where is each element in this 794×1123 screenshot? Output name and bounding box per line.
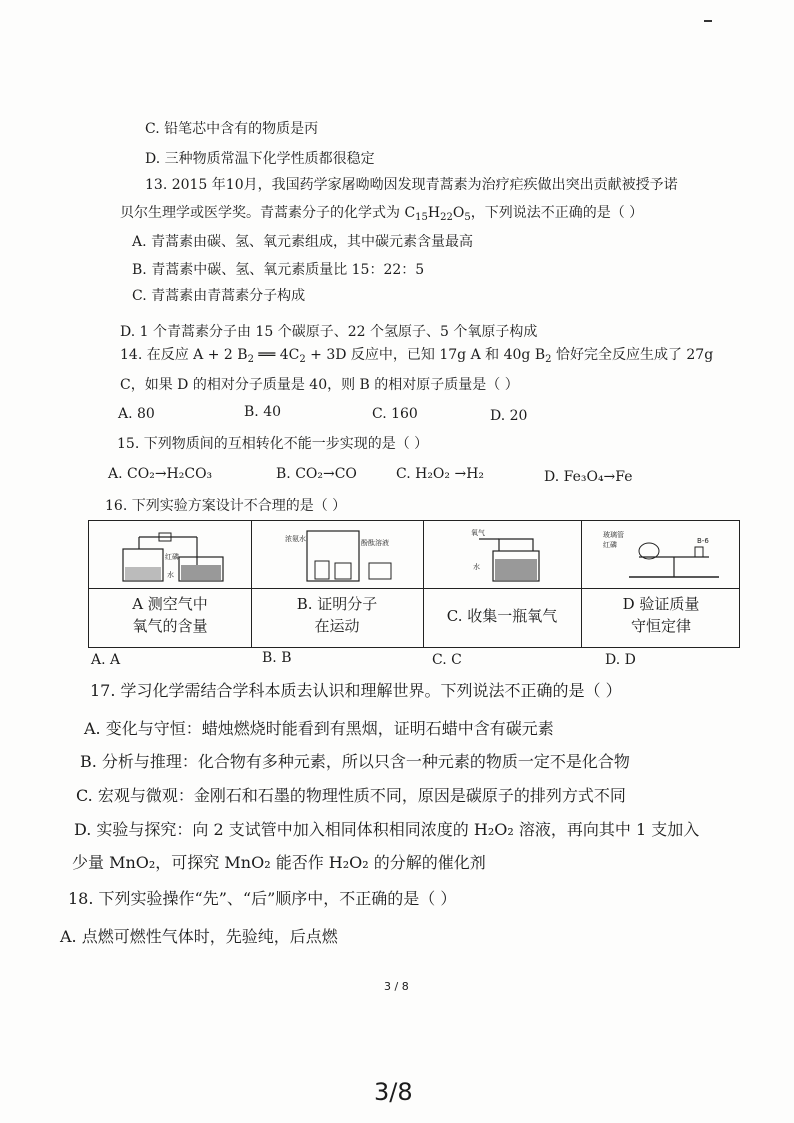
label-red-phosphorus: 红磷 xyxy=(603,541,617,549)
q17-option-c: C. 宏观与微观：金刚石和石墨的物理性质不同，原因是碳原子的排列方式不同 xyxy=(76,786,626,805)
mass-conservation-balance-diagram xyxy=(599,525,729,585)
label-weight: B-6 xyxy=(697,537,709,545)
q14-option-c: C. 160 xyxy=(372,406,418,422)
q17-option-a: A. 变化与守恒：蜡烛燃烧时能看到有黑烟，证明石蜡中含有碳元素 xyxy=(84,719,554,738)
q15-option-d: D. Fe₃O₄→Fe xyxy=(544,469,633,485)
q17-stem: 17. 学习化学需结合学科本质去认识和理解世界。下列说法不正确的是（ ） xyxy=(90,681,622,700)
q18-stem: 18. 下列实验操作“先”、“后”顺序中，不正确的是（ ） xyxy=(68,889,457,908)
q16-cell-d-caption: D 验证质量 守恒定律 xyxy=(622,595,700,635)
q16-cell-c-caption: C. 收集一瓶氧气 xyxy=(446,607,558,625)
q13-option-d: D. 1 个青蒿素分子由 15 个碳原子、22 个氢原子、5 个氧原子构成 xyxy=(120,324,538,340)
q13-option-c: C. 青蒿素由青蒿素分子构成 xyxy=(132,288,306,304)
q13-formula: $C_{15}H_{22}O_5$ xyxy=(404,205,471,223)
q16-option-c: C. C xyxy=(432,652,462,668)
molecule-motion-diagram xyxy=(279,525,409,585)
q14-option-a: A. 80 xyxy=(118,406,155,422)
q16-option-a: A. A xyxy=(91,652,121,668)
label-phenolphthalein: 酚酞溶液 xyxy=(361,539,389,547)
q16-cell-a-caption: A 测空气中 氧气的含量 xyxy=(132,595,208,635)
label-glass-tube: 玻璃管 xyxy=(603,531,624,539)
q16-experiment-table xyxy=(88,520,740,648)
q15-option-a: A. CO₂→H₂CO₃ xyxy=(108,466,213,482)
q14-option-d: D. 20 xyxy=(490,408,528,424)
oxygen-collection-diagram xyxy=(439,525,569,585)
q17-option-d-line1: D. 实验与探究：向 2 支试管中加入相同体积相同浓度的 H₂O₂ 溶液，再向其中 1 支加入 xyxy=(74,820,700,839)
q12-option-d: D. 三种物质常温下化学性质都很稳定 xyxy=(145,151,375,167)
q17-option-b: B. 分析与推理：化合物有多种元素，所以只含一种元素的物质一定不是化合物 xyxy=(80,752,630,771)
q13-stem-line1: 13. 2015 年10月，我国药学家屠呦呦因发现青蒿素为治疗疟疾做出突出贡献被授予诺 xyxy=(145,177,678,193)
q16-option-b: B. B xyxy=(262,650,292,666)
q17-option-d-line2: 少量 MnO₂，可探究 MnO₂ 能否作 H₂O₂ 的分解的催化剂 xyxy=(72,853,486,872)
label-red-phosphorus: 红磷 xyxy=(165,553,179,561)
q15-stem: 15. 下列物质间的互相转化不能一步实现的是（ ） xyxy=(117,436,429,452)
q13-stem-line2: 贝尔生理学或医学奖。青蒿素分子的化学式为 $C_{15}H_{22}O_5$，下列说法不正确的是（ ） xyxy=(120,205,644,223)
q16-cell-b-caption: B. 证明分子 在运动 xyxy=(296,595,378,635)
q16-stem: 16. 下列实验方案设计不合理的是（ ） xyxy=(105,498,347,514)
page-number-small: 3 / 8 xyxy=(384,980,409,993)
q18-option-a: A. 点燃可燃性气体时，先验纯，后点燃 xyxy=(60,927,338,946)
page-number-large: 3/8 xyxy=(374,1078,413,1106)
scan-mark xyxy=(704,20,712,22)
table-divider xyxy=(89,588,739,589)
q12-option-c: C. 铅笔芯中含有的物质是丙 xyxy=(145,121,319,137)
q15-option-b: B. CO₂→CO xyxy=(276,466,357,482)
label-ammonia: 浓氨水 xyxy=(285,535,306,543)
q13-option-a: A. 青蒿素由碳、氢、氧元素组成，其中碳元素含量最高 xyxy=(132,234,474,250)
q14-stem-line2: C，如果 D 的相对分子质量是 40，则 B 的相对原子质量是（ ） xyxy=(120,377,519,393)
label-oxygen: 氧气 xyxy=(471,529,485,537)
air-oxygen-apparatus-diagram xyxy=(109,525,239,585)
q15-option-c: C. H₂O₂ →H₂ xyxy=(396,466,485,482)
q16-option-d: D. D xyxy=(605,652,636,668)
q13-option-b: B. 青蒿素中碳、氢、氧元素质量比 15：22：5 xyxy=(132,262,425,278)
label-water: 水 xyxy=(167,571,174,579)
q14-option-b: B. 40 xyxy=(244,404,282,420)
label-water: 水 xyxy=(473,563,480,571)
q14-stem-line1: 14. 在反应 A + 2 $B_2$ ══ $4C_2 + 3D$ 反应中，已知 17g A 和 40g $B_2$ 恰好完全反应生成了 27g xyxy=(120,347,714,365)
